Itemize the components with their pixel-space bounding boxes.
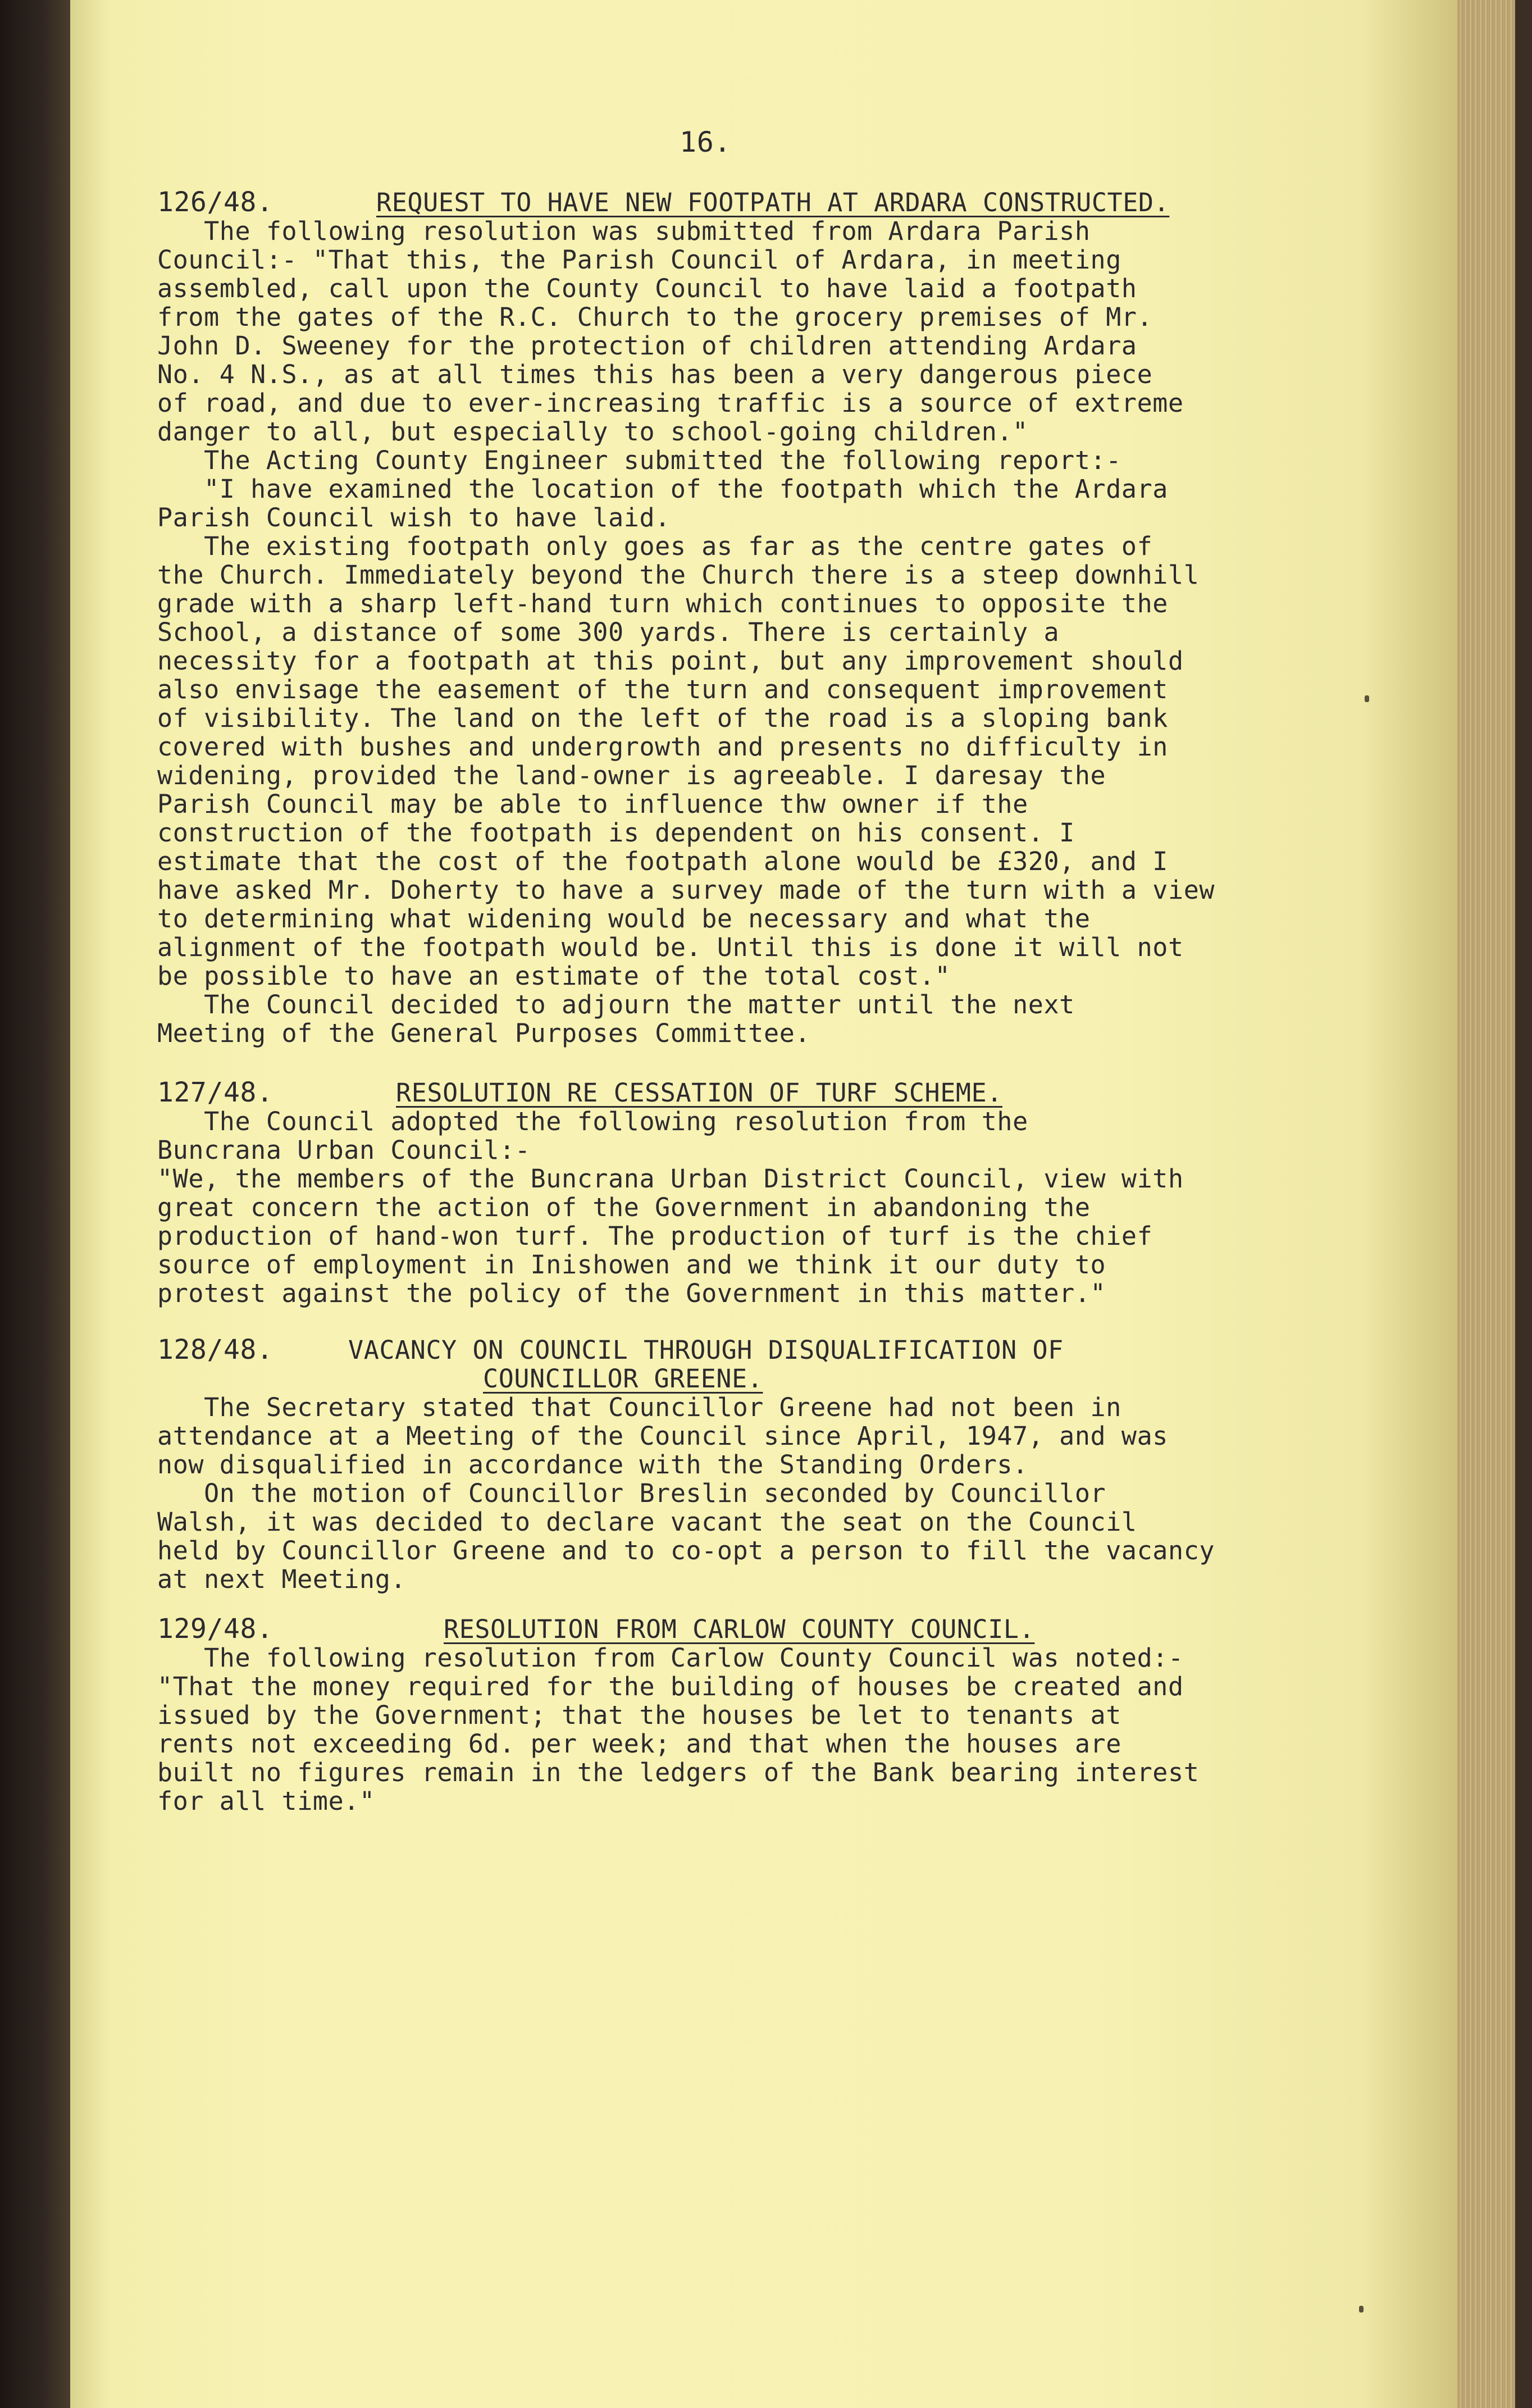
- item-paragraph: The Council adopted the following resolution from the Buncrana Urban Council:- "We, the members of the Buncrana Urban District Council, view with great concern the action of the Government in abandoning the production of hand-won turf. The production of turf is the chief source of employment in Inishowen and we think it our duty to protest against the policy of the Government in this matter.": [157, 1107, 1184, 1308]
- item-heading: [157, 188, 1449, 217]
- item-heading: [157, 1615, 1449, 1644]
- item-title: REQUEST TO HAVE NEW FOOTPATH AT ARDARA CONSTRUCTED.: [376, 188, 1170, 217]
- item-paragraph: The Acting County Engineer submitted the following report:- "I have examined the location of the footpath which the Ardara Parish Council wish to have laid.: [157, 445, 1168, 532]
- minute-item-128-48: [157, 1336, 1449, 1594]
- minute-item-129-48: [157, 1615, 1449, 1815]
- item-title: RESOLUTION RE CESSATION OF TURF SCHEME.: [396, 1078, 1002, 1108]
- item-heading: [157, 1078, 1449, 1107]
- minute-item-126-48: [157, 188, 1449, 1048]
- item-title-line-2: COUNCILLOR GREENE.: [483, 1364, 763, 1394]
- item-title-line-1: VACANCY ON COUNCIL THROUGH DISQUALIFICATION OF: [348, 1335, 1064, 1365]
- item-paragraph: The following resolution from Carlow County Council was noted:- "That the money required for the building of houses be created and issued by the Government; that the houses be let to tenants at rents not exceeding 6d. per week; and that when the houses are built no figures remain in the ledgers of the Bank bearing interest for all time.": [157, 1643, 1200, 1816]
- item-paragraph: On the motion of Councillor Breslin seconded by Councillor Walsh, it was decided to declare vacant the seat on the Council held by Councillor Greene and to co-opt a person to fill the vacancy at next Meeting.: [157, 1478, 1215, 1594]
- page-speck: [1365, 695, 1369, 702]
- item-paragraph: The following resolution was submitted from Ardara Parish Council:- "That this, the Parish Council of Ardara, in meeting assembled, call upon the County Council to have laid a footpath from the gates of the R.C. Church to the grocery premises of Mr. John D. Sweeney for the protection of children attending Ardara No. 4 N.S., as at all times this has been a very dangerous piece of road, and due to ever-increasing traffic is a source of extreme danger to all, but especially to school-going children.": [157, 216, 1184, 447]
- item-paragraph: The existing footpath only goes as far as the centre gates of the Church. Immediately beyond the Church there is a steep downhill grade with a sharp left-hand turn which continues to opposite the School, a distance of some 300 yards. There is certainly a necessity for a footpath at this point, but any improvement should also envisage the easement of the turn and consequent improvement of visibility. The land on the left of the road is a sloping bank covered with bushes and undergrowth and presents no difficulty in widening, provided the land-owner is agreeable. I daresay the Parish Council may be able to influence thw owner if the construction of the footpath is dependent on his consent. I estimate that the cost of the footpath alone would be £320, and I have asked Mr. Doherty to have a survey made of the turn with a view to determining what widening would be necessary and what the alignment of the footpath would be. Until this is done it will not be possible to have an estimate of the total cost.": [157, 531, 1215, 991]
- item-number: 128/48.: [157, 1334, 273, 1365]
- item-title: RESOLUTION FROM CARLOW COUNTY COUNCIL.: [444, 1614, 1035, 1644]
- book-page-edges: [1457, 0, 1532, 2408]
- item-number: 126/48.: [157, 186, 273, 218]
- item-number: 129/48.: [157, 1613, 273, 1645]
- page-number: 16.: [680, 126, 732, 158]
- item-heading: [157, 1336, 1449, 1393]
- minute-item-127-48: [157, 1078, 1449, 1308]
- scanner-background-left: [0, 0, 70, 2408]
- page-speck: [1359, 2306, 1364, 2313]
- item-paragraph: The Council decided to adjourn the matter until the next Meeting of the General Purposes Committee.: [157, 990, 1075, 1048]
- item-number: 127/48.: [157, 1077, 273, 1108]
- item-paragraph: The Secretary stated that Councillor Greene had not been in attendance at a Meeting of the Council since April, 1947, and was now disqualified in accordance with the Standing Orders.: [157, 1392, 1168, 1480]
